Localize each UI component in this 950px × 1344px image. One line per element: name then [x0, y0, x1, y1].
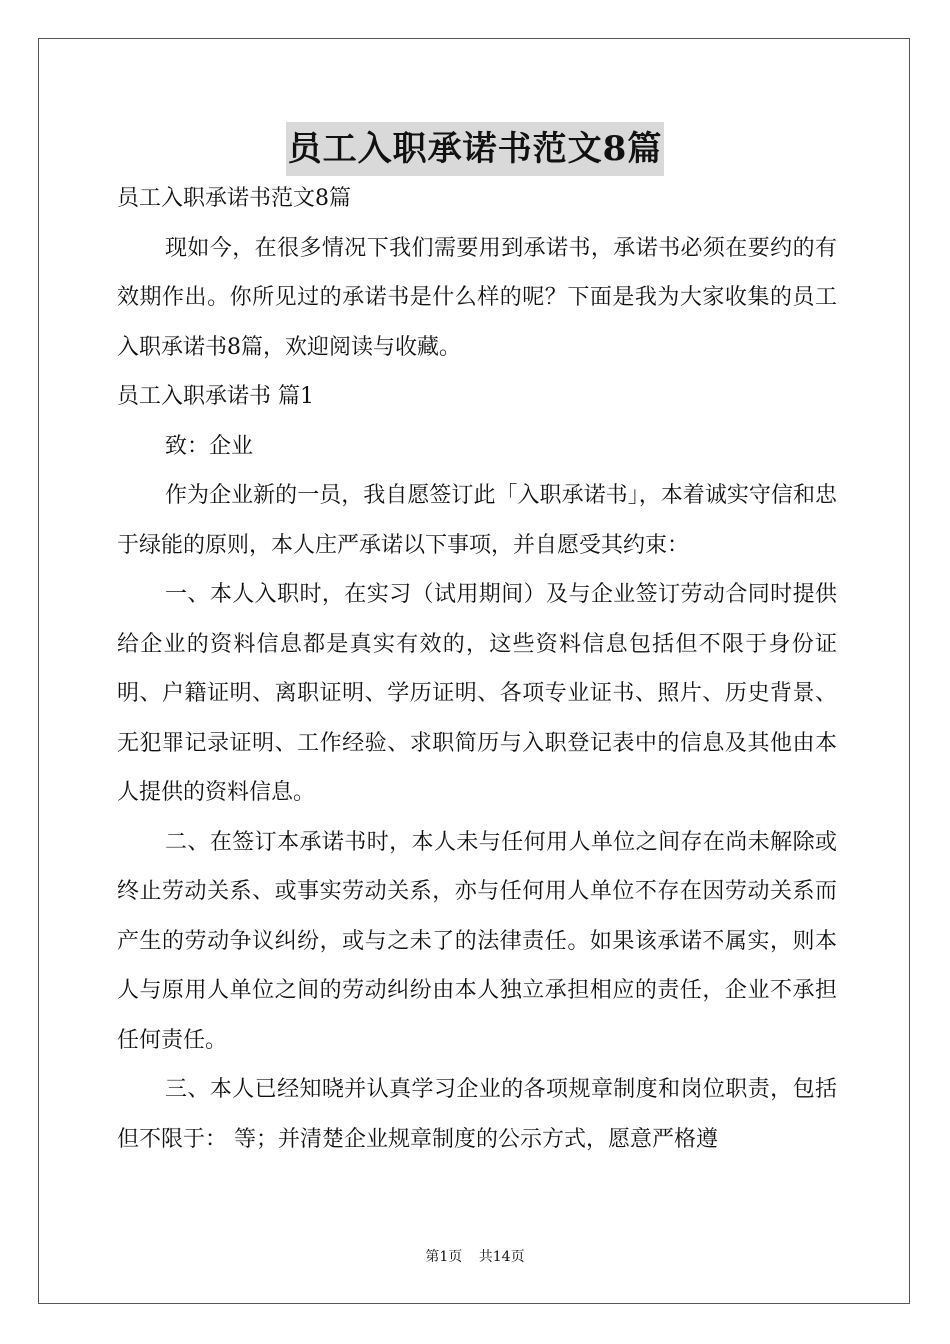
- document-body: [117, 174, 837, 1164]
- page-total: 共14页: [478, 1249, 525, 1265]
- body-paragraph: 作为企业新的一员，我自愿签订此「入职承诺书」，本着诚实守信和忠于绿能的原则，本人庄严承诺以下事项，并自愿受其约束：: [117, 483, 837, 558]
- subtitle-line: 员工入职承诺书范文8篇: [117, 186, 351, 211]
- document-title: 员工入职承诺书范文8篇: [286, 122, 665, 176]
- page-number: 第1页: [425, 1249, 463, 1265]
- addressee-line: 致：企业: [165, 433, 254, 459]
- clause-1-paragraph: 一、本人入职时，在实习（试用期间）及与企业签订劳动合同时提供给企业的资料信息都是真实有效的，这些资料信息包括但不限于身份证明、户籍证明、离职证明、学历证明、各项专业证书、照片、历史背景、无犯罪记录证明、工作经验、求职简历与入职登记表中的信息及其他由本人提供的资料信息。: [117, 582, 837, 805]
- page-footer: [0, 1246, 950, 1266]
- title-container: [0, 122, 950, 176]
- clause-2-paragraph: 二、在签订本承诺书时，本人未与任何用人单位之间存在尚未解除或终止劳动关系、或事实劳动关系，亦与任何用人单位不存在因劳动关系而产生的劳动争议纠纷，或与之未了的法律责任。如果该承诺不属实，则本人与原用人单位之间的劳动纠纷由本人独立承担相应的责任，企业不承担任何责任。: [117, 829, 837, 1053]
- section-heading: 员工入职承诺书 篇1: [117, 384, 314, 409]
- clause-3-paragraph: 三、本人已经知晓并认真学习企业的各项规章制度和岗位职责，包括但不限于： 等；并清楚企业规章制度的公示方式，愿意严格遵: [117, 1077, 837, 1152]
- intro-paragraph: 现如今，在很多情况下我们需要用到承诺书，承诺书必须在要约的有效期作出。你所见过的承诺书是什么样的呢？下面是我为大家收集的员工入职承诺书8篇，欢迎阅读与收藏。: [117, 235, 837, 360]
